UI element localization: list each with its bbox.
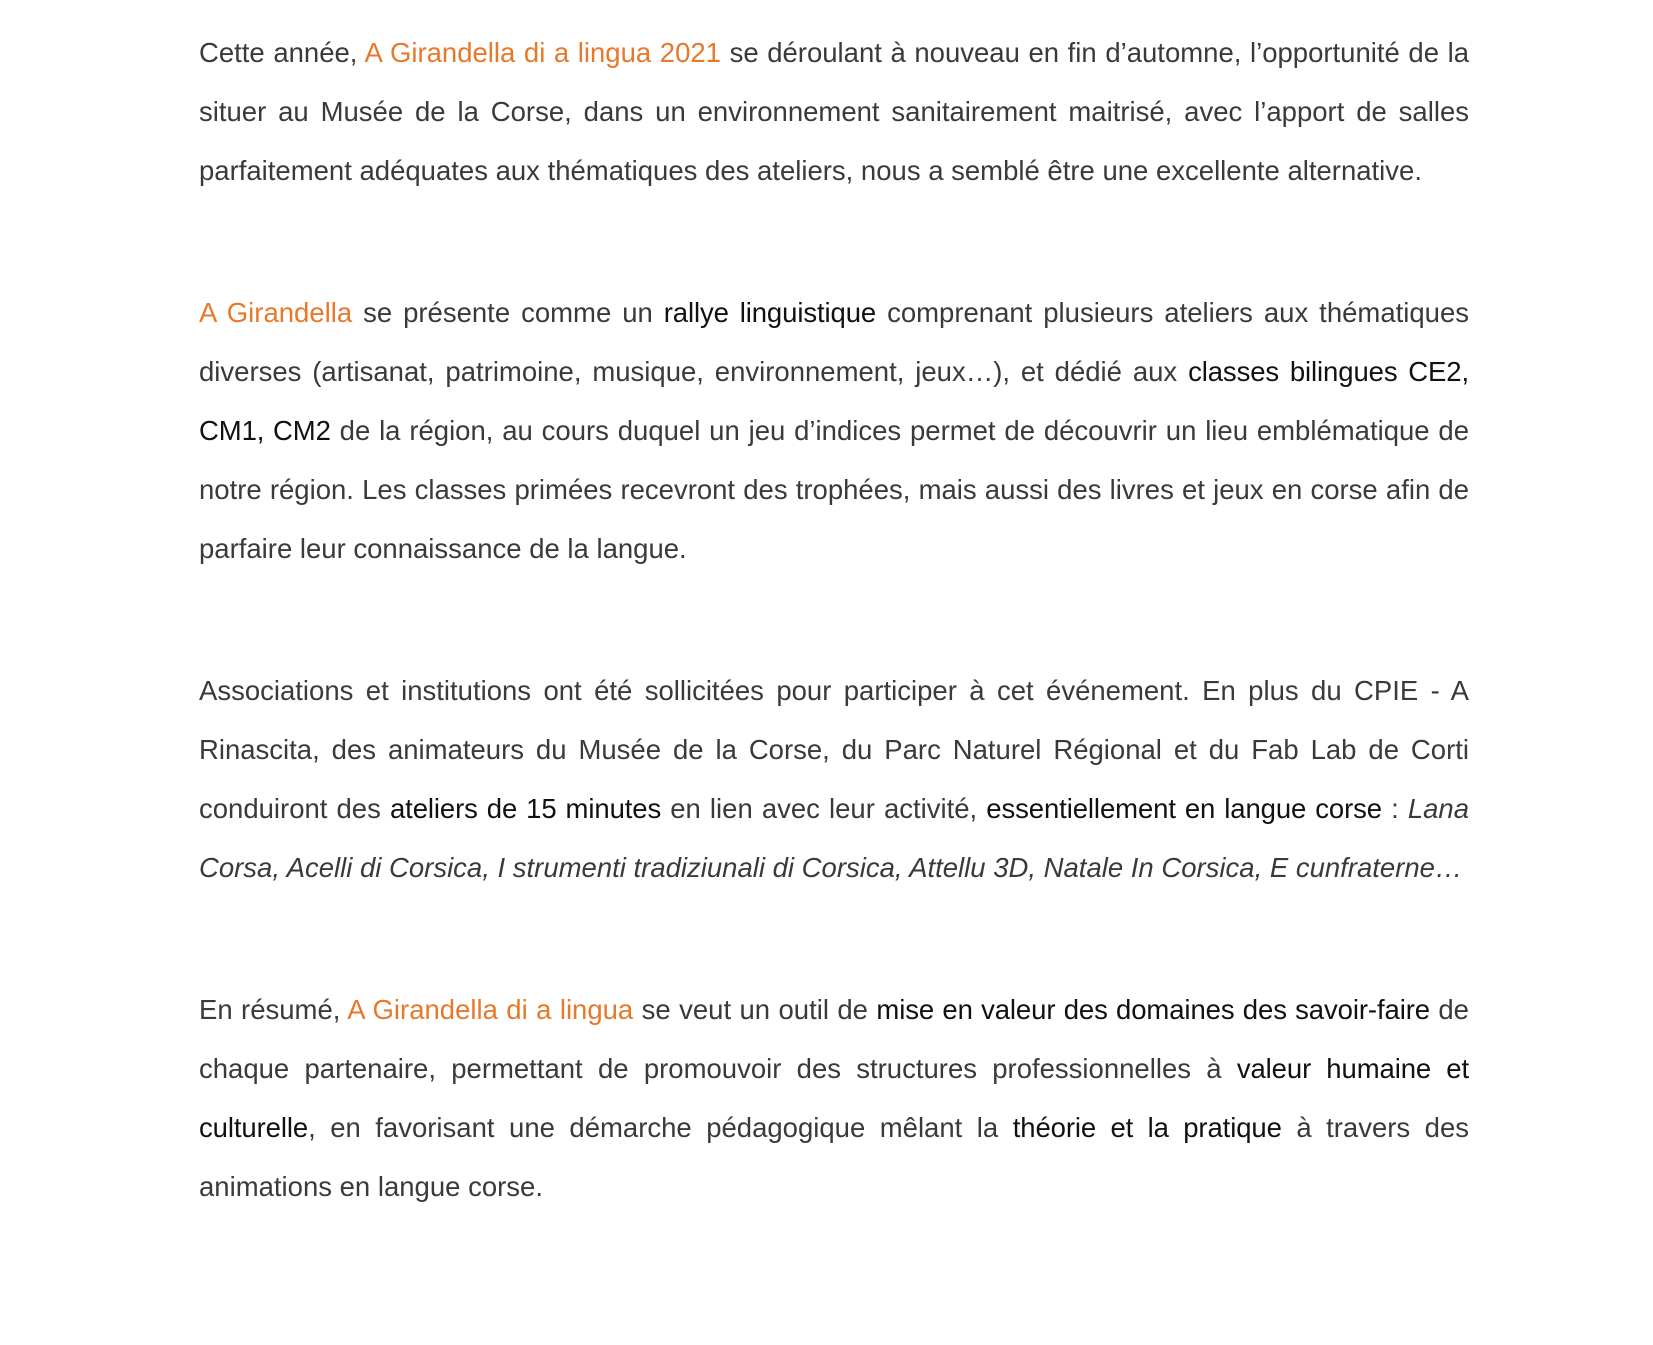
text-segment: se veut un outil de [633,994,877,1025]
emphasis-text: valeur humaine et culturelle [199,1053,1469,1143]
text-segment: comprenant plusieurs ateliers aux thématiques diverses (artisanat, patrimoine, musique, environnement, jeux…), et dédié aux [199,297,1469,387]
text-segment: se déroulant à nouveau en fin d’automne, l’opportunité de la situer au Musée de la Corse, dans un environnement sanitairement maitrisé, avec l’apport de salles parfaitement adéquates aux thématiques des ateliers, nous a semblé être une excellente alternative. [199,37,1469,186]
emphasis-text: théorie et la pratique [1012,1112,1282,1143]
paragraph-description [199,283,1469,578]
text-segment: Associations et institutions ont été sollicitées pour participer à cet événement. En plus du CPIE - A Rinascita, des animateurs du Musée de la Corse, du Parc Naturel Régional et du Fab Lab de Corti conduiront des [199,675,1469,824]
paragraph-spacer [199,200,1469,283]
text-segment: Cette année, [199,37,365,68]
workshop-list: Lana Corsa, Acelli di Corsica, I strumenti tradiziunali di Corsica, Attellu 3D, Natale In Corsica, E cunfraterne… [199,793,1469,883]
emphasis-text: classes bilingues CE2, CM1, CM2 [199,356,1470,446]
paragraph-partners [199,661,1469,897]
text-segment: de la région, au cours duquel un jeu d’indices permet de découvrir un lieu emblématique de notre région. Les classes primées recevront des trophées, mais aussi des livres et jeux en corse afin de parfaire leur connaissance de la langue. [199,415,1470,564]
paragraph-spacer [199,897,1469,980]
text-segment: en lien avec leur activité, [661,793,987,824]
emphasis-text: rallye linguistique [663,297,877,328]
emphasis-text: mise en valeur des domaines des savoir-faire [876,994,1430,1025]
paragraph-intro [199,23,1469,200]
text-segment: se présente comme un [352,297,664,328]
text-segment: de chaque partenaire, permettant de promouvoir des structures professionnelles à [199,994,1469,1084]
text-segment: à travers des animations en langue corse. [199,1112,1469,1202]
text-segment: , en favorisant une démarche pédagogique mêlant la [308,1112,1013,1143]
paragraph-spacer [199,578,1469,661]
event-name-highlight: A Girandella di a lingua 2021 [364,37,721,68]
paragraph-summary [199,980,1469,1216]
event-name-highlight: A Girandella [199,297,353,328]
event-name-highlight: A Girandella di a lingua [347,994,634,1025]
text-segment: En résumé, [199,994,348,1025]
text-segment: : [1381,793,1408,824]
emphasis-text: ateliers de 15 minutes [389,793,662,824]
emphasis-text: essentiellement en langue corse [986,793,1382,824]
document-page [199,23,1469,1216]
